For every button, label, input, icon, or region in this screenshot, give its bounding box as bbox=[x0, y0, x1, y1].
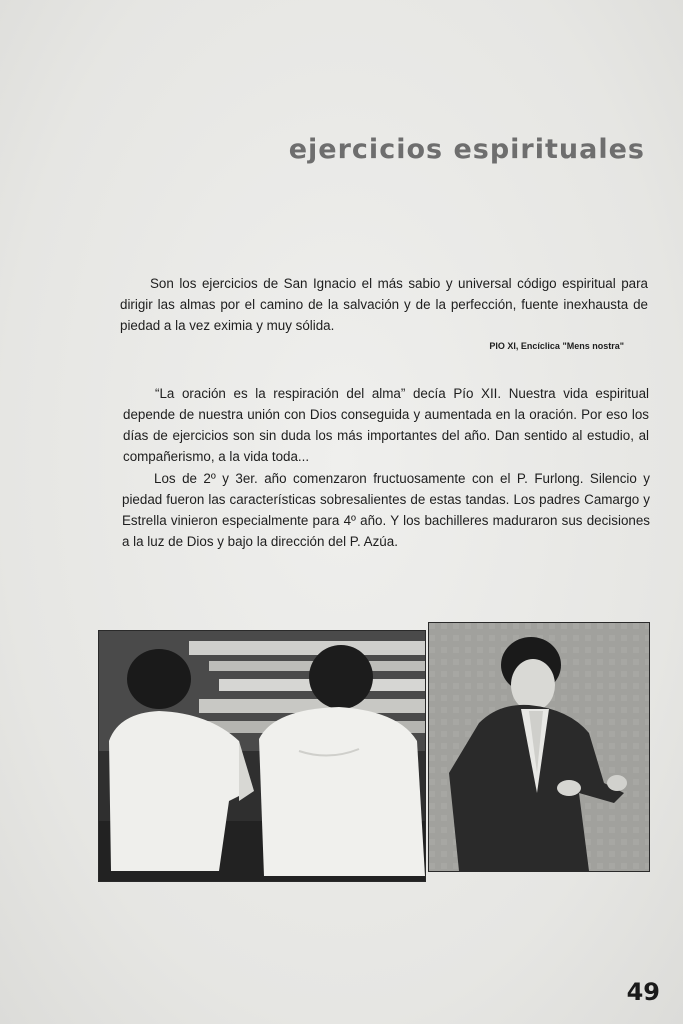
photo-students-praying-image bbox=[99, 631, 425, 881]
photo-student-standing bbox=[428, 622, 650, 872]
body-paragraph-1: “La oración es la respiración del alma” decía Pío XII. Nuestra vida espiritual depende de nuestra unión con Dios conseguida y aumentada en la oración. Por eso los días de ejercicios son sin duda los más importantes del año. Dan sentido al estudio, al compañerismo, a la vida toda... bbox=[123, 386, 649, 464]
citation-title: "Mens nostra" bbox=[562, 341, 624, 351]
citation-author: PIO XI, bbox=[489, 341, 519, 351]
citation-work: Encíclica bbox=[520, 341, 560, 351]
photo-students-praying bbox=[98, 630, 426, 882]
quote-text: Son los ejercicios de San Ignacio el más sabio y universal código espiritual para dirigir las almas por el camino de la salvación y de la perfección, fuente inexhausta de piedad a la vez eximia y muy sólida. bbox=[120, 276, 648, 333]
body-paragraph-2: Los de 2º y 3er. año comenzaron fructuosamente con el P. Furlong. Silencio y piedad fueron las características sobresalientes de estas tandas. Los padres Camargo y Estrella vinieron especialmente para 4º año. Y los bachilleres maduraron sus decisiones a la luz de Dios y bajo la dirección del P. Azúa. bbox=[122, 471, 650, 549]
page-number: 49 bbox=[626, 978, 660, 1006]
photo-student-standing-image bbox=[429, 623, 649, 871]
quote-citation bbox=[380, 341, 624, 351]
page-title: ejercicios espirituales bbox=[288, 134, 645, 165]
